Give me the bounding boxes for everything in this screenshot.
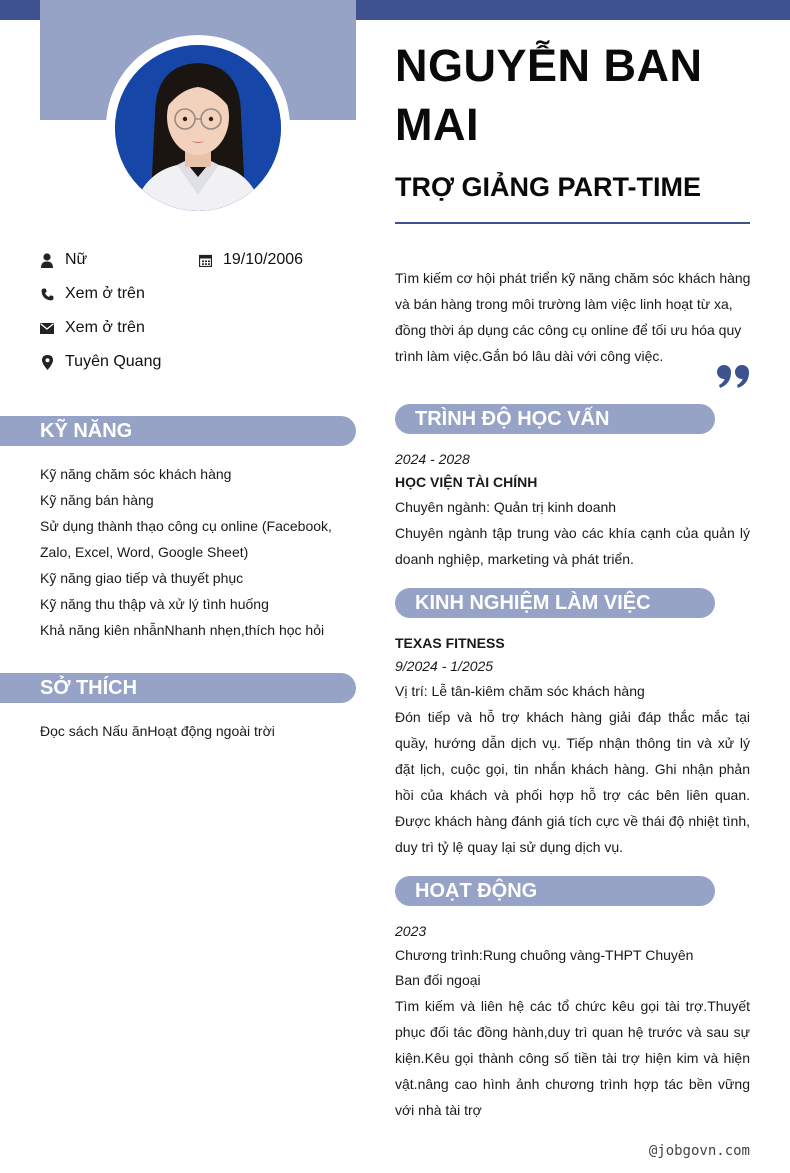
list-item: Kỹ năng chăm sóc khách hàng xyxy=(40,466,232,482)
skills-heading: KỸ NĂNG xyxy=(0,416,356,446)
map-pin-icon xyxy=(40,354,54,370)
quote-icon xyxy=(716,364,752,392)
experience-position: Vị trí: Lễ tân-kiêm chăm sóc khách hàng xyxy=(395,683,645,699)
list-item: Kỹ năng bán hàng xyxy=(40,492,154,508)
footer-watermark: @jobgovn.com xyxy=(648,1143,750,1159)
phone-row xyxy=(40,285,145,303)
phone-icon xyxy=(40,286,54,302)
avatar xyxy=(115,45,281,211)
education-block xyxy=(395,448,750,572)
experience-heading: KINH NGHIỆM LÀM VIỆC xyxy=(395,588,715,618)
email-value: Xem ở trên xyxy=(65,319,145,336)
list-item: Khả năng kiên nhẫnNhanh nhẹn,thích học hỏi xyxy=(40,622,325,638)
school-name: HỌC VIỆN TÀI CHÍNH xyxy=(395,474,538,490)
list-item: Sử dụng thành thạo công cụ online (Facebook, Zalo, Excel, Word, Google Sheet) xyxy=(40,518,332,560)
location-value: Tuyên Quang xyxy=(65,353,162,370)
job-title: TRỢ GIẢNG PART-TIME xyxy=(395,172,702,202)
activity-description: Tìm kiếm và liên hệ các tổ chức kêu gọi tài trợ.Thuyết phục đối tác đồng hành,duy trì quan hệ trước và sau sự kiện.Kêu gọi thành công số tiền tài trợ hiện kim và hiện vật.nâng cao hình ảnh chương trình hợp tác bền vững với nhà tài trợ xyxy=(395,998,750,1118)
hobbies-heading: SỞ THÍCH xyxy=(0,673,356,703)
gender-row xyxy=(40,251,87,269)
education-period: 2024 - 2028 xyxy=(395,451,470,467)
activity-program: Chương trình:Rung chuông vàng-THPT Chuyên xyxy=(395,947,694,963)
experience-description: Đón tiếp và hỗ trợ khách hàng giải đáp thắc mắc tại quầy, hướng dẫn dịch vụ. Tiếp nhận thông tin và xử lý đặt lịch, cuộc gọi, tin nhắn khách hàng. Ghi nhận phản hồi của khách và phối hợp hỗ trợ các bên liên quan. Được khách hàng đánh giá tích cực về thái độ nhiệt tình, duy trì tỷ lệ quay lại sử dụng dịch vụ. xyxy=(395,709,750,855)
person-icon xyxy=(40,252,54,268)
gender-value: Nữ xyxy=(65,251,88,268)
experience-period: 9/2024 - 1/2025 xyxy=(395,658,494,674)
list-item: Kỹ năng giao tiếp và thuyết phục xyxy=(40,570,244,586)
activities-block xyxy=(395,920,750,1123)
dob-value: 19/10/2006 xyxy=(223,251,304,268)
phone-value: Xem ở trên xyxy=(65,285,145,302)
education-major: Chuyên ngành: Quản trị kinh doanh xyxy=(395,499,617,515)
company-name: TEXAS FITNESS xyxy=(395,635,505,651)
activity-year: 2023 xyxy=(395,923,427,939)
activity-role: Ban đối ngoại xyxy=(395,972,481,988)
list-item: Kỹ năng thu thập và xử lý tình huống xyxy=(40,596,269,612)
candidate-name: NGUYỄN BAN MAI xyxy=(395,40,703,150)
skills-list xyxy=(40,461,340,643)
email-row xyxy=(40,319,145,337)
envelope-icon xyxy=(40,320,54,336)
location-row xyxy=(40,353,161,371)
title-divider xyxy=(395,222,750,224)
activities-heading: HOẠT ĐỘNG xyxy=(395,876,715,906)
experience-block xyxy=(395,632,750,860)
hobbies-text: Đọc sách Nấu ănHoạt động ngoài trời xyxy=(40,723,275,739)
education-heading: TRÌNH ĐỘ HỌC VẤN xyxy=(395,404,715,434)
dob-row xyxy=(198,251,303,269)
career-objective: Tìm kiếm cơ hội phát triển kỹ năng chăm sóc khách hàng và bán hàng trong môi trường làm việc linh hoạt từ xa, đồng thời áp dụng các công cụ online để tối ưu hóa quy trình làm việc.Gắn bó lâu dài với công việc. xyxy=(395,270,751,364)
calendar-icon xyxy=(198,252,212,268)
education-description: Chuyên ngành tập trung vào các khía cạnh của quản lý doanh nghiệp, marketing và phát triển. xyxy=(395,525,750,567)
